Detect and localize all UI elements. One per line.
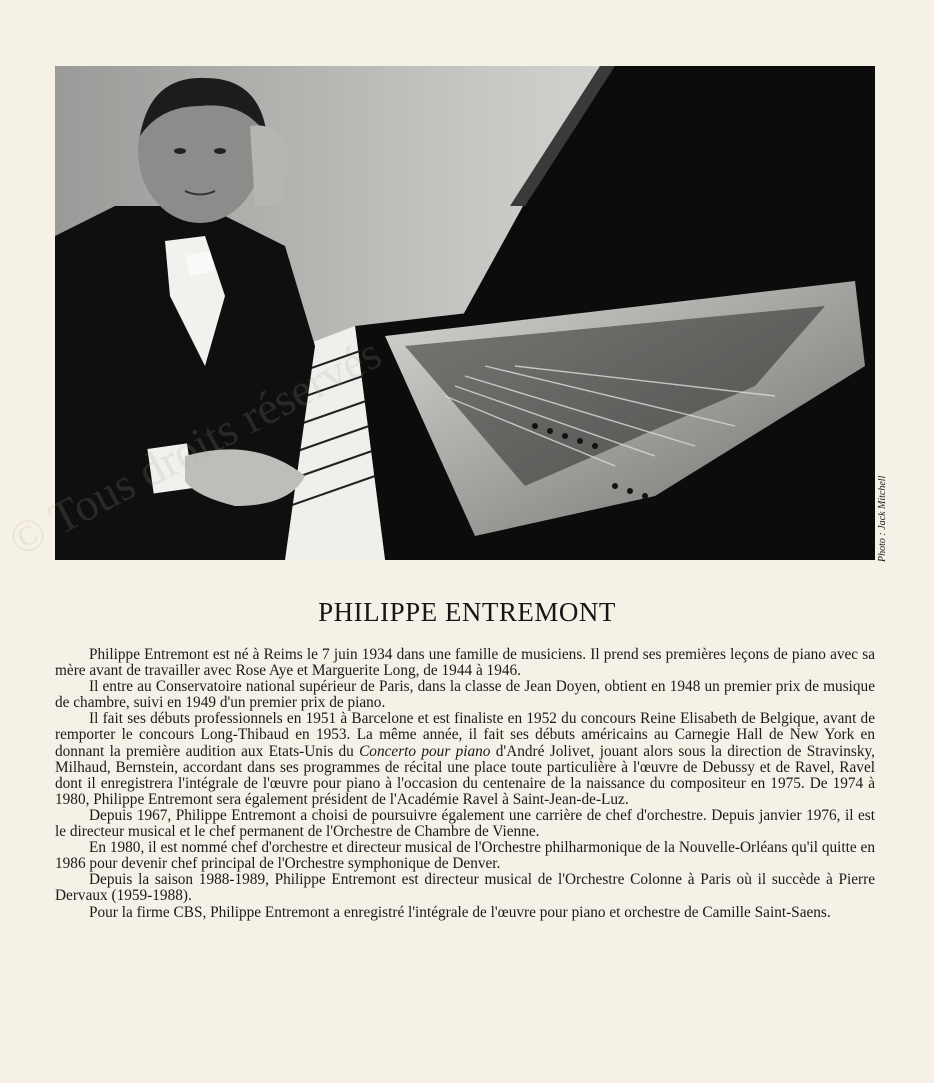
bio-paragraph-3-end: d'André Jolivet, jouant alors sous la direction de Stravinsky, Milhaud, Bernstein, accordant dans ses programmes de récital une place toute particulière à l'œuvre de Debussy et de Ravel, Ravel dont il enregistrera l'intégrale de l'œuvre pour piano à l'occasion du centenaire de la naissance du compositeur en 1975. De 1974 à 1980, Philippe Entremont sera également président de l'Académie Ravel à Saint-Jean-de-Luz.	[55, 742, 875, 808]
bio-paragraph-1: Philippe Entremont est né à Reims le 7 juin 1934 dans une famille de musiciens. Il prend ses premières leçons de piano avec sa mère avant de travailler avec Rose Aye et Marguerite Long, de 1944 à 1946.	[55, 646, 875, 680]
bio-paragraph-4: Depuis 1967, Philippe Entremont a choisi de poursuivre également une carrière de chef d'orchestre. Depuis janvier 1976, il est le directeur musical et le chef permanent de l'Orchestre de Chambre de Vienne.	[55, 806, 875, 841]
photo-credit: Photo : Jack Mitchell	[877, 475, 888, 562]
portrait-photo	[55, 66, 875, 560]
concerto-title: Concerto pour piano	[359, 742, 491, 760]
bio-paragraph-5: En 1980, il est nommé chef d'orchestre et directeur musical de l'Orchestre philharmonique de la Nouvelle-Orléans qu'il quitte en 1986 pour devenir chef principal de l'Orchestre symphonique de Denver.	[55, 839, 875, 873]
bio-paragraph-7: Pour la firme CBS, Philippe Entremont a enregistré l'intégrale de l'œuvre pour piano et orchestre de Camille Saint-Saens.	[89, 903, 831, 921]
watermark: ©	[0, 504, 56, 566]
bio-paragraph-6: Depuis la saison 1988-1989, Philippe Entremont est directeur musical de l'Orchestre Colonne à Paris où il succède à Pierre Dervaux (1959-1988).	[55, 871, 875, 905]
bio-paragraph-3-start: Il fait ses débuts professionnels en 1951 à Barcelone et est finaliste en 1952 du concours Reine Elisabeth de Belgique, avant de remporter le concours Long-Thibaud en 1953. La même année, il fait ses débuts américains au Carnegie Hall de New York en donnant la première audition aux Etats-Unis du	[55, 710, 875, 760]
bio-paragraph-3	[55, 711, 875, 808]
pianist-at-piano-image	[55, 66, 875, 560]
biography	[55, 647, 875, 921]
bio-paragraph-2: Il entre au Conservatoire national supérieur de Paris, dans la classe de Jean Doyen, obtient en 1948 un premier prix de musique de chambre, suivi en 1949 d'un premier prix de piano.	[55, 678, 875, 712]
page-title: PHILIPPE ENTREMONT	[318, 597, 616, 627]
